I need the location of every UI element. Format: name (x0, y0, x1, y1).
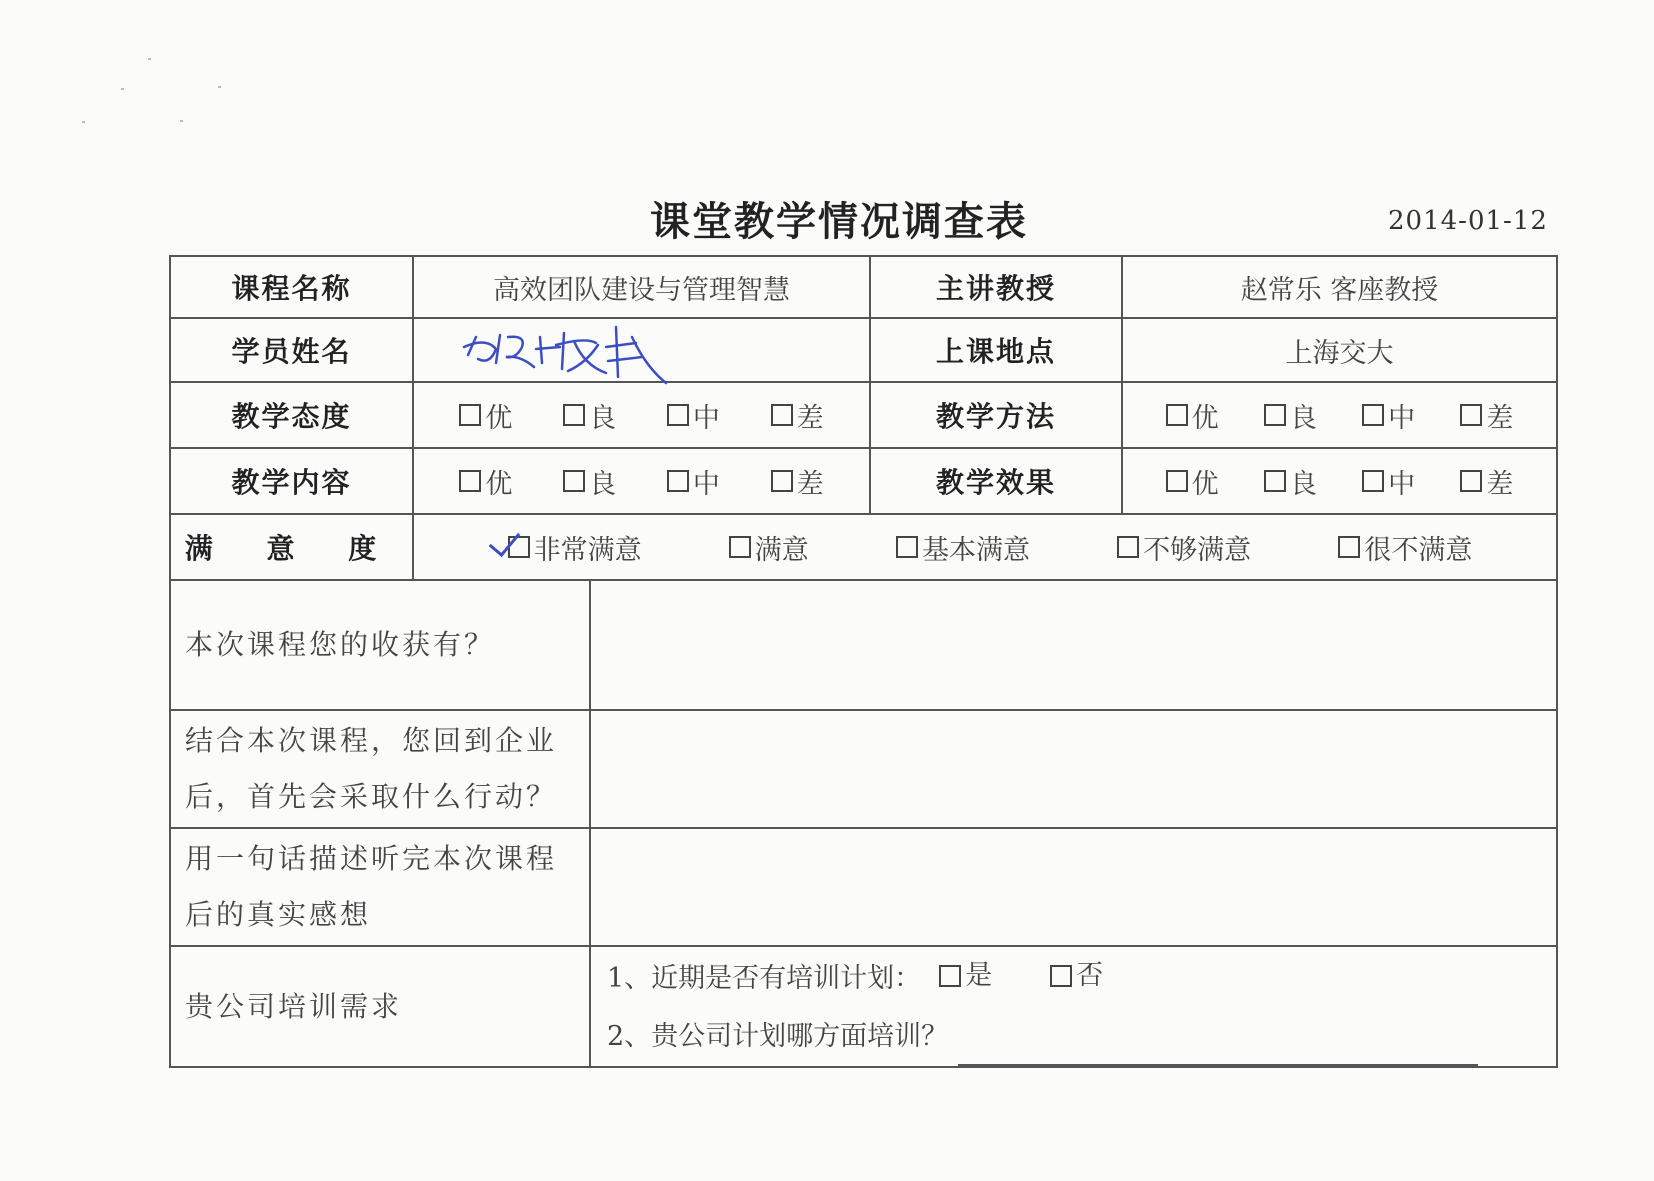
option-label: 非常满意 (533, 534, 642, 566)
option-label: 基本满意 (921, 534, 1030, 566)
option-label: 是 (965, 960, 993, 991)
option-label: 良 (589, 468, 617, 500)
student-name-label: 学员姓名 (170, 318, 413, 382)
content-option-excellent[interactable] (459, 462, 512, 501)
option-label: 中 (692, 468, 720, 500)
checkbox-icon (896, 536, 918, 558)
checkbox-icon (1362, 470, 1384, 492)
checkbox-icon (563, 470, 585, 492)
option-label: 优 (485, 468, 513, 500)
page-title: 课堂教学情况调查表 (650, 199, 1028, 245)
training-plan-yes[interactable] (921, 947, 992, 1005)
option-label: 优 (485, 402, 513, 434)
training-area-question (607, 1008, 1556, 1066)
training-area-answer-line[interactable] (958, 1034, 1478, 1066)
location-label: 上课地点 (870, 318, 1122, 382)
checkbox-icon (939, 965, 961, 987)
question-gain: 本次课程您的收获有？ (170, 580, 590, 710)
option-label: 中 (1388, 468, 1416, 500)
checkbox-icon (771, 404, 793, 426)
form-date: 2014-01-12 (1388, 206, 1548, 236)
training-plan-text: 1、近期是否有培训计划： (607, 963, 922, 994)
option-label: 否 (1076, 960, 1104, 991)
option-label: 不够满意 (1143, 534, 1252, 566)
checked-checkbox-icon (508, 536, 530, 558)
handwritten-signature (414, 319, 869, 381)
question-feeling: 用一句话描述听完本次课程后的真实感想 (170, 828, 590, 946)
location-value: 上海交大 (1122, 318, 1557, 382)
checkbox-icon (459, 470, 481, 492)
option-label: 良 (1289, 468, 1317, 500)
effect-option-excellent[interactable] (1166, 462, 1219, 501)
attitude-option-fair[interactable] (667, 396, 720, 435)
effect-option-good[interactable] (1264, 462, 1317, 501)
teaching-method-options (1122, 382, 1557, 448)
effect-option-fair[interactable] (1362, 462, 1415, 501)
option-label: 良 (589, 402, 617, 434)
lecturer-value: 赵常乐 客座教授 (1122, 256, 1557, 318)
satisfaction-option-basic[interactable] (896, 528, 1030, 567)
training-plan-question (607, 947, 1556, 1008)
training-needs-cell (590, 946, 1557, 1067)
teaching-content-options (413, 448, 870, 514)
effect-option-poor[interactable] (1460, 462, 1513, 501)
option-label: 中 (1388, 402, 1416, 434)
satisfaction-label: 满 意 度 (170, 514, 413, 580)
option-label: 差 (796, 468, 824, 500)
teaching-effect-label: 教学效果 (870, 448, 1122, 514)
satisfaction-options (413, 514, 1557, 580)
answer-gain-field[interactable] (590, 580, 1557, 710)
training-needs-label: 贵公司培训需求 (170, 946, 590, 1067)
checkbox-icon (1460, 470, 1482, 492)
option-label: 优 (1191, 402, 1219, 434)
teaching-method-label: 教学方法 (870, 382, 1122, 448)
checkbox-icon (1050, 965, 1072, 987)
content-option-fair[interactable] (667, 462, 720, 501)
teaching-effect-options (1122, 448, 1557, 514)
option-label: 良 (1289, 402, 1317, 434)
checkbox-icon (1117, 536, 1139, 558)
lecturer-label: 主讲教授 (870, 256, 1122, 318)
option-label: 差 (1486, 402, 1514, 434)
teaching-attitude-options (413, 382, 870, 448)
course-name-label: 课程名称 (170, 256, 413, 318)
attitude-option-good[interactable] (563, 396, 616, 435)
checkbox-icon (459, 404, 481, 426)
option-label: 很不满意 (1364, 534, 1473, 566)
method-option-fair[interactable] (1362, 396, 1415, 435)
training-plan-no[interactable] (1032, 947, 1103, 1005)
option-label: 差 (1486, 468, 1514, 500)
satisfaction-option-very-satisfied[interactable] (508, 528, 642, 567)
method-option-good[interactable] (1264, 396, 1317, 435)
content-option-poor[interactable] (771, 462, 824, 501)
method-option-poor[interactable] (1460, 396, 1513, 435)
student-name-field[interactable] (413, 318, 870, 382)
checkbox-icon (771, 470, 793, 492)
checkbox-icon (1338, 536, 1360, 558)
checkbox-icon (667, 404, 689, 426)
option-label: 中 (692, 402, 720, 434)
content-option-good[interactable] (563, 462, 616, 501)
option-label: 优 (1191, 468, 1219, 500)
method-option-excellent[interactable] (1166, 396, 1219, 435)
checkbox-icon (1264, 470, 1286, 492)
teaching-attitude-label: 教学态度 (170, 382, 413, 448)
checkbox-icon (1460, 404, 1482, 426)
checkbox-icon (1362, 404, 1384, 426)
question-action: 结合本次课程，您回到企业后，首先会采取什么行动？ (170, 710, 590, 828)
satisfaction-option-very-dissatisfied[interactable] (1338, 528, 1472, 567)
satisfaction-option-insufficient[interactable] (1117, 528, 1251, 567)
option-label: 满意 (754, 534, 809, 566)
attitude-option-poor[interactable] (771, 396, 824, 435)
survey-table (169, 255, 1558, 1068)
satisfaction-option-satisfied[interactable] (729, 528, 809, 567)
answer-feeling-field[interactable] (590, 828, 1557, 946)
attitude-option-excellent[interactable] (459, 396, 512, 435)
checkbox-icon (1166, 404, 1188, 426)
answer-action-field[interactable] (590, 710, 1557, 828)
course-name-value: 高效团队建设与管理智慧 (413, 256, 870, 318)
teaching-content-label: 教学内容 (170, 448, 413, 514)
checkbox-icon (1166, 470, 1188, 492)
training-area-text: 2、贵公司计划哪方面培训？ (607, 1021, 949, 1052)
option-label: 差 (796, 402, 824, 434)
checkbox-icon (1264, 404, 1286, 426)
checkbox-icon (563, 404, 585, 426)
checkbox-icon (729, 536, 751, 558)
checkbox-icon (667, 470, 689, 492)
